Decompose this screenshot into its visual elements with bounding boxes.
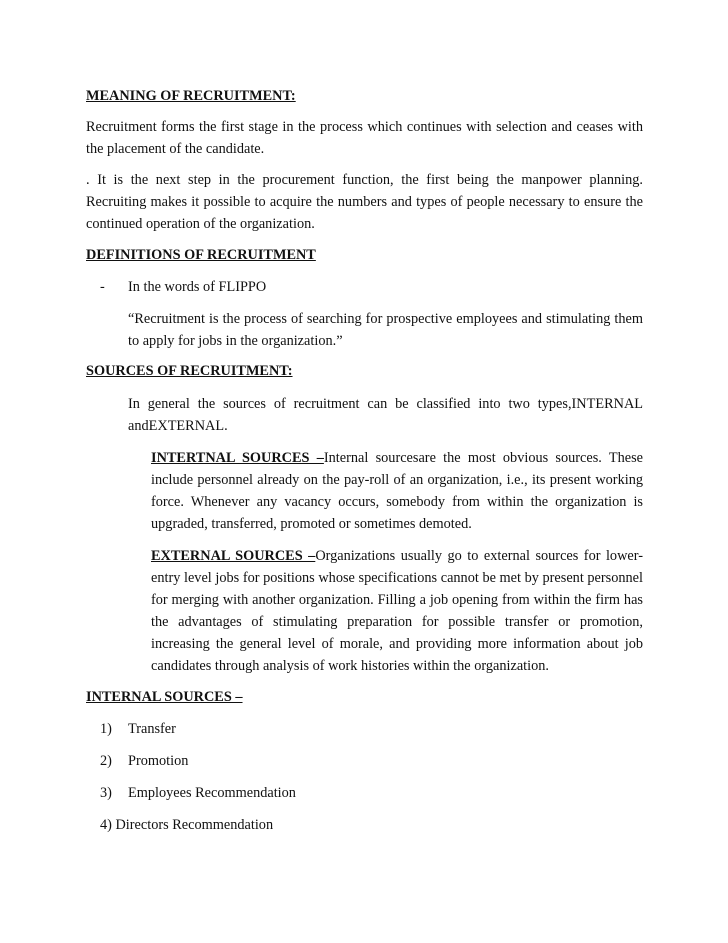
list-item-number: 1) — [100, 721, 112, 737]
sources-intro: In general the sources of recruitment can be classified into two types,INTERNAL andEXTERNAL. — [128, 396, 643, 434]
para-meaning-1: Recruitment forms the first stage in the process which continues with selection and ceases with the placement of the candidate. — [86, 119, 643, 157]
heading-internal-sources: INTERNAL SOURCES – — [86, 689, 243, 705]
heading-sources: SOURCES OF RECRUITMENT: — [86, 363, 293, 379]
list-item-text: Transfer — [128, 721, 176, 737]
list-item — [86, 815, 643, 835]
list-item-number: 3) — [100, 785, 112, 801]
definition-quote: “Recruitment is the process of searching for prospective employees and stimulating them to apply for jobs in the organization.” — [128, 311, 643, 349]
list-item-number: 2) — [100, 753, 112, 769]
list-item-text: Promotion — [128, 753, 189, 769]
bullet-dash: - — [100, 279, 105, 295]
definition-bullet — [86, 276, 643, 298]
list-item — [86, 751, 643, 771]
list-item-text: 4) Directors Recommendation — [100, 817, 274, 833]
external-sources-text: Organizations usually go to external sources for lower-entry level jobs for positions whose specifications cannot be met by present personnel for merging with another organization. Filling a job opening from within the firm has the advantages of stimulating preparation for possible transfer or promotion, increasing the general level of morale, and providing more information about job candidates through analysis of work histories within the organization. — [151, 548, 643, 674]
internal-sources-text: Internal sourcesare the most obvious sources. These include personnel already on the pay-roll of an organization, i.e., its present working force. Whenever any vacancy occurs, somebody from within the organization is upgraded, transferred, promoted or sometimes demoted. — [151, 450, 644, 532]
internal-sources-label: INTERTNAL SOURCES – — [151, 450, 324, 466]
external-sources-para — [151, 545, 643, 677]
external-sources-label: EXTERNAL SOURCES – — [151, 548, 316, 564]
bullet-text: In the words of FLIPPO — [128, 279, 267, 295]
heading-definitions: DEFINITIONS OF RECRUITMENT — [86, 247, 316, 263]
internal-sources-para — [151, 447, 643, 535]
para-meaning-2: . It is the next step in the procurement function, the first being the manpower planning. Recruiting makes it possible to acquire the numbers and types of people necessary to ensure the continued operation of the organization. — [86, 172, 643, 232]
list-item-text: Employees Recommendation — [128, 785, 296, 801]
list-item — [86, 719, 643, 739]
document-page — [86, 86, 643, 835]
heading-meaning: MEANING OF RECRUITMENT: — [86, 88, 296, 104]
list-item — [86, 783, 643, 803]
